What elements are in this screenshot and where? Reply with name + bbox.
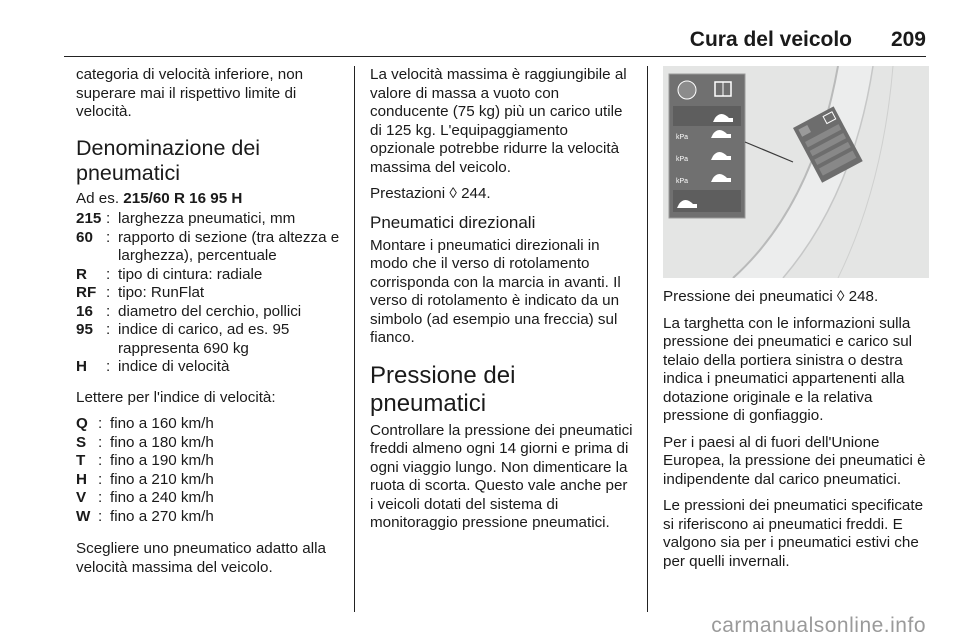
definition-value: indice di carico, ad es. 95 rappresenta 690 kg xyxy=(118,321,290,357)
definition-row xyxy=(76,452,344,471)
heading-tire-designation: Denominazione dei pneumatici xyxy=(76,135,261,185)
definition-colon: : xyxy=(98,507,103,525)
definition-colon: : xyxy=(106,265,111,283)
definition-row xyxy=(76,508,344,527)
definition-key: 95 xyxy=(76,321,93,338)
definition-row xyxy=(76,229,344,266)
heading-directional-tires: Pneumatici direzionali xyxy=(370,212,536,232)
definition-colon: : xyxy=(98,489,103,506)
closing-paragraph: Scegliere uno pneumatico adatto alla velocità massima del veicolo. xyxy=(76,540,326,576)
section-title: Cura del veicolo xyxy=(689,28,852,51)
definition-colon: : xyxy=(106,284,111,301)
column-1 xyxy=(76,66,344,585)
column-divider xyxy=(647,66,648,612)
definition-value: rapporto di sezione (tra altezza e larghezza), percentuale xyxy=(118,228,340,264)
page-number: 209 xyxy=(890,28,926,51)
definition-key: W xyxy=(76,507,91,525)
definition-value: indice di velocità xyxy=(118,358,230,375)
speed-intro: Lettere per l'indice di velocità: xyxy=(76,388,276,406)
definition-colon: : xyxy=(106,302,111,320)
definition-value: fino a 240 km/h xyxy=(110,489,214,506)
definition-colon: : xyxy=(106,210,111,227)
definition-row xyxy=(76,284,344,303)
designation-list xyxy=(76,210,344,377)
definition-key: R xyxy=(76,265,87,283)
column-3 xyxy=(663,66,929,579)
definition-row xyxy=(76,489,344,508)
definition-key: 215 xyxy=(76,210,102,227)
definition-key: H xyxy=(76,470,87,488)
example-line xyxy=(76,190,344,209)
definition-colon: : xyxy=(98,452,103,469)
definition-colon: : xyxy=(98,433,103,451)
svg-text:kPa: kPa xyxy=(676,178,689,185)
definition-value: fino a 210 km/h xyxy=(110,470,214,488)
speed-index-list xyxy=(76,415,344,526)
definition-row xyxy=(76,434,344,453)
definition-key: Q xyxy=(76,415,88,432)
max-speed-paragraph: La velocità massima è raggiungibile al valore di massa a vuoto con conducente (75 kg) più un carico utile di 125 kg. L'equipaggiamento opzionale potrebbe ridurre la velocità massima del veicolo. xyxy=(370,66,627,176)
definition-row xyxy=(76,471,344,490)
example-prefix: Ad es. xyxy=(76,189,120,207)
page-header xyxy=(64,26,926,57)
definition-key: S xyxy=(76,433,87,451)
definition-colon: : xyxy=(98,415,103,432)
definition-value: tipo: RunFlat xyxy=(118,284,205,301)
heading-tire-pressure: Pressione dei pneumatici xyxy=(370,361,516,417)
definition-row xyxy=(76,415,344,434)
definition-key: RF xyxy=(76,284,97,301)
definition-colon: : xyxy=(98,470,103,488)
watermark: carmanualsonline.info xyxy=(711,614,926,637)
tire-pressure-label-photo xyxy=(663,66,929,278)
column-divider xyxy=(354,66,355,612)
definition-value: diametro del cerchio, pollici xyxy=(118,302,302,320)
directional-paragraph: Montare i pneumatici direzionali in modo che il verso di rotolamento corrisponda con la marcia in avanti. Il verso di rotolamento è indicato da un simbolo (ad esempio una freccia) sul fianco. xyxy=(370,236,621,346)
definition-row xyxy=(76,358,344,377)
pressure-paragraph: Controllare la pressione dei pneumatici freddi almeno ogni 14 giorni e prima di ogni viaggio lungo. Non dimenticare la ruota di scorta. Questo vale anche per i veicoli dotati del sistema di monitoraggio pressione pneumatici. xyxy=(370,421,633,531)
definition-row xyxy=(76,266,344,285)
definition-value: larghezza pneumatici, mm xyxy=(118,210,296,227)
definition-key: H xyxy=(76,358,87,375)
definition-key: V xyxy=(76,489,87,506)
label-info-paragraph: La targhetta con le informazioni sulla pressione dei pneumatici e carico sul telaio della portiera sinistra o destra indica i pneumatici appartenenti alla dotazione originale e la relativa pressione di gonfiaggio. xyxy=(663,314,913,424)
definition-row xyxy=(76,210,344,229)
definition-value: tipo di cintura: radiale xyxy=(118,265,263,283)
intro-paragraph: categoria di velocità inferiore, non superare mai il rispettivo limite di velocità. xyxy=(76,66,304,120)
svg-text:kPa: kPa xyxy=(676,134,689,141)
svg-text:kPa: kPa xyxy=(676,156,689,163)
definition-key: 60 xyxy=(76,228,93,246)
definition-value: fino a 160 km/h xyxy=(110,415,214,432)
example-code: 215/60 R 16 95 H xyxy=(123,189,243,207)
definition-colon: : xyxy=(106,358,111,375)
column-2 xyxy=(370,66,634,541)
non-eu-paragraph: Per i paesi al di fuori dell'Unione Europea, la pressione dei pneumatici è indipendente dal carico pneumatici. xyxy=(663,433,926,488)
performance-reference: Prestazioni ◊ 244. xyxy=(370,185,491,202)
definition-value: fino a 180 km/h xyxy=(110,433,214,451)
definition-row xyxy=(76,321,344,358)
definition-colon: : xyxy=(106,321,111,338)
cold-tires-paragraph: Le pressioni dei pneumatici specificate si riferiscono ai pneumatici freddi. E valgono sia per i pneumatici estivi che per quelli invernali. xyxy=(663,497,924,570)
definition-key: 16 xyxy=(76,302,93,320)
definition-row xyxy=(76,303,344,322)
pressure-reference: Pressione dei pneumatici ◊ 248. xyxy=(663,288,879,305)
definition-key: T xyxy=(76,452,86,469)
definition-colon: : xyxy=(106,228,111,246)
definition-value: fino a 190 km/h xyxy=(110,452,214,469)
definition-value: fino a 270 km/h xyxy=(110,507,214,525)
door-frame-illustration xyxy=(663,66,929,278)
